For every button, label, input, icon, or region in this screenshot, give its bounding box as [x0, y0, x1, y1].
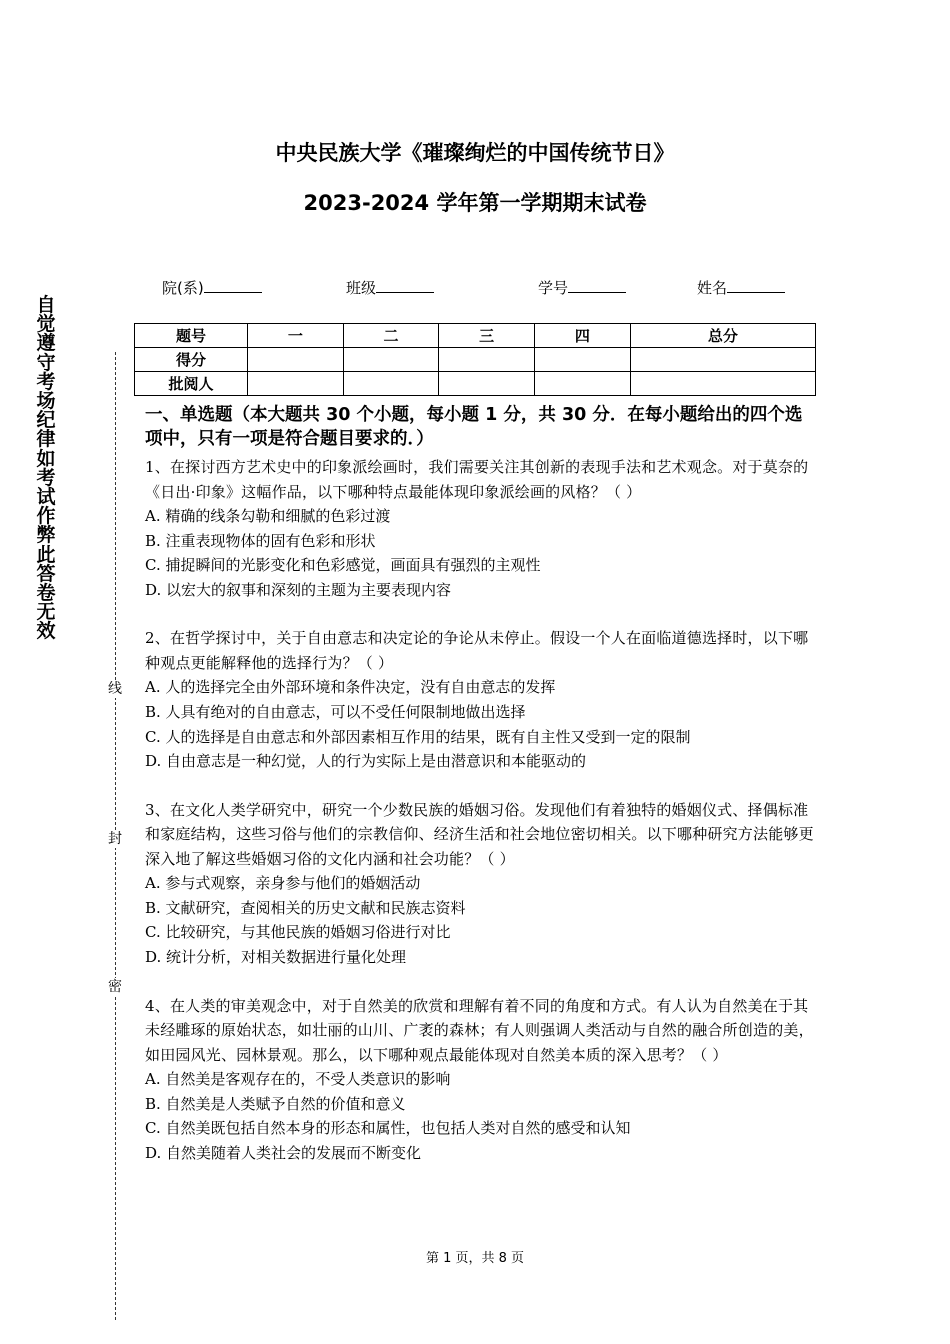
question-1: [145, 455, 817, 602]
side-char: 觉: [36, 313, 56, 336]
side-char: 律: [36, 428, 56, 451]
table-header-cell: 二: [343, 324, 439, 348]
score-cell[interactable]: [343, 348, 439, 372]
info-label: 班级: [346, 279, 377, 297]
info-label: 学号: [538, 279, 569, 297]
page-number: 第 1 页，共 8 页: [425, 1251, 525, 1266]
table-header-cell: 三: [439, 324, 535, 348]
info-field-class[interactable]: [346, 276, 434, 298]
info-blank[interactable]: [568, 276, 626, 293]
info-label: 姓名: [697, 279, 728, 297]
side-char: 场: [36, 390, 56, 413]
option-c[interactable]: C. 自然美既包括自然本身的形态和属性，也包括人类对自然的感受和认知: [145, 1119, 631, 1138]
question-text: 1、在探讨西方艺术史中的印象派绘画时，我们需要关注其创新的表现手法和艺术观念。对于莫奈的《日出·印象》这幅作品，以下哪种特点最能体现印象派绘画的风格？（ ）: [145, 458, 809, 501]
table-header-cell: 总分: [630, 324, 815, 348]
option-b[interactable]: B. 文献研究，查阅相关的历史文献和民族志资料: [145, 898, 466, 917]
table-header-cell: 四: [535, 324, 631, 348]
score-cell[interactable]: [248, 348, 344, 372]
side-char: 试: [36, 486, 56, 509]
score-cell[interactable]: [439, 372, 535, 396]
info-blank[interactable]: [204, 276, 262, 293]
side-char: 如: [36, 447, 56, 470]
question-text: 3、在文化人类学研究中，研究一个少数民族的婚姻习俗。发现他们有着独特的婚姻仪式、择偶标准和家庭结构，这些习俗与他们的宗教信仰、经济生活和社会地位密切相关。以下哪种研究方法能够更深入地了解这些婚姻习俗的文化内涵和社会功能？（ ）: [145, 800, 814, 868]
question-3: [145, 798, 817, 970]
side-char: 此: [36, 543, 56, 566]
side-char: 纪: [36, 409, 56, 432]
option-c[interactable]: C. 比较研究，与其他民族的婚姻习俗进行对比: [145, 923, 451, 942]
side-char: 无: [36, 601, 56, 624]
score-table-row: [135, 348, 816, 372]
option-a[interactable]: A. 自然美是客观存在的，不受人类意识的影响: [145, 1070, 451, 1089]
side-char: 作: [36, 505, 56, 528]
info-blank[interactable]: [727, 276, 785, 293]
question-text: 2、在哲学探讨中，关于自由意志和决定论的争论从未停止。假设一个人在面临道德选择时，以下哪种观点更能解释他的选择行为？（ ）: [145, 629, 809, 672]
score-cell[interactable]: [630, 348, 815, 372]
score-cell[interactable]: [248, 372, 344, 396]
question-2: [145, 626, 817, 773]
side-char: 自: [36, 294, 56, 316]
question-text: 4、在人类的审美观念中，对于自然美的欣赏和理解有着不同的角度和方式。有人认为自然美在于其未经雕琢的原始状态，如壮丽的山川、广袤的森林；有人则强调人类活动与自然的融合所创造的美，如田园风光、园林景观。那么，以下哪种观点最能体现对自然美本质的深入思考？（ ）: [145, 996, 814, 1064]
exam-content: [145, 403, 817, 1190]
info-field-name[interactable]: [697, 276, 785, 298]
score-cell[interactable]: [535, 372, 631, 396]
table-row-label: 得分: [135, 348, 248, 372]
option-d[interactable]: D. 自然美随着人类社会的发展而不断变化: [145, 1143, 422, 1162]
info-blank[interactable]: [376, 276, 434, 293]
score-table-row: [135, 372, 816, 396]
score-cell[interactable]: [439, 348, 535, 372]
side-char: 考: [36, 466, 56, 489]
exam-title: 中央民族大学《璀璨绚烂的中国传统节日》: [275, 141, 675, 165]
score-cell[interactable]: [343, 372, 439, 396]
seal-mark-seal: 封: [108, 831, 122, 847]
table-row-label: 批阅人: [135, 372, 248, 396]
side-char: 卷: [36, 582, 56, 605]
side-char: 弊: [36, 524, 56, 547]
section-heading: 一、单选题（本大题共 30 个小题，每小题 1 分，共 30 分．在每小题给出的四个选项中，只有一项是符合题目要求的．）: [145, 405, 803, 449]
side-char: 遵: [36, 332, 56, 355]
exam-subtitle: 2023-2024 学年第一学期期末试卷: [303, 191, 647, 215]
score-cell[interactable]: [630, 372, 815, 396]
seal-mark-secret: 密: [108, 979, 122, 995]
side-char: 答: [36, 562, 56, 585]
side-char: 守: [36, 351, 56, 374]
score-table-header-row: [135, 324, 816, 348]
seal-mark-line: 线: [108, 681, 122, 697]
option-b[interactable]: B. 注重表现物体的固有色彩和形状: [145, 531, 376, 550]
option-a[interactable]: A. 人的选择完全由外部环境和条件决定，没有自由意志的发挥: [145, 678, 556, 697]
option-d[interactable]: D. 以宏大的叙事和深刻的主题为主要表现内容: [145, 580, 452, 599]
table-header-cell: 一: [248, 324, 344, 348]
side-char: 考: [36, 370, 56, 393]
option-d[interactable]: D. 统计分析，对相关数据进行量化处理: [145, 948, 407, 967]
option-a[interactable]: A. 精确的线条勾勒和细腻的色彩过渡: [145, 507, 391, 525]
option-c[interactable]: C. 捕捉瞬间的光影变化和色彩感觉，画面具有强烈的主观性: [145, 556, 541, 575]
option-c[interactable]: C. 人的选择是自由意志和外部因素相互作用的结果，既有自主性又受到一定的限制: [145, 727, 691, 746]
table-header-cell: 题号: [135, 324, 248, 348]
option-b[interactable]: B. 自然美是人类赋予自然的价值和意义: [145, 1094, 406, 1113]
info-label: 院(系): [162, 279, 204, 297]
score-table: [134, 323, 816, 396]
info-field-department[interactable]: [162, 276, 262, 298]
score-cell[interactable]: [535, 348, 631, 372]
side-char: 效: [36, 620, 56, 643]
option-a[interactable]: A. 参与式观察，亲身参与他们的婚姻活动: [145, 874, 421, 893]
option-d[interactable]: D. 自由意志是一种幻觉，人的行为实际上是由潜意识和本能驱动的: [145, 752, 587, 771]
option-b[interactable]: B. 人具有绝对的自由意志，可以不受任何限制地做出选择: [145, 702, 526, 721]
side-notice: [35, 296, 57, 642]
info-field-student-id[interactable]: [538, 276, 626, 298]
question-4: [145, 994, 817, 1166]
